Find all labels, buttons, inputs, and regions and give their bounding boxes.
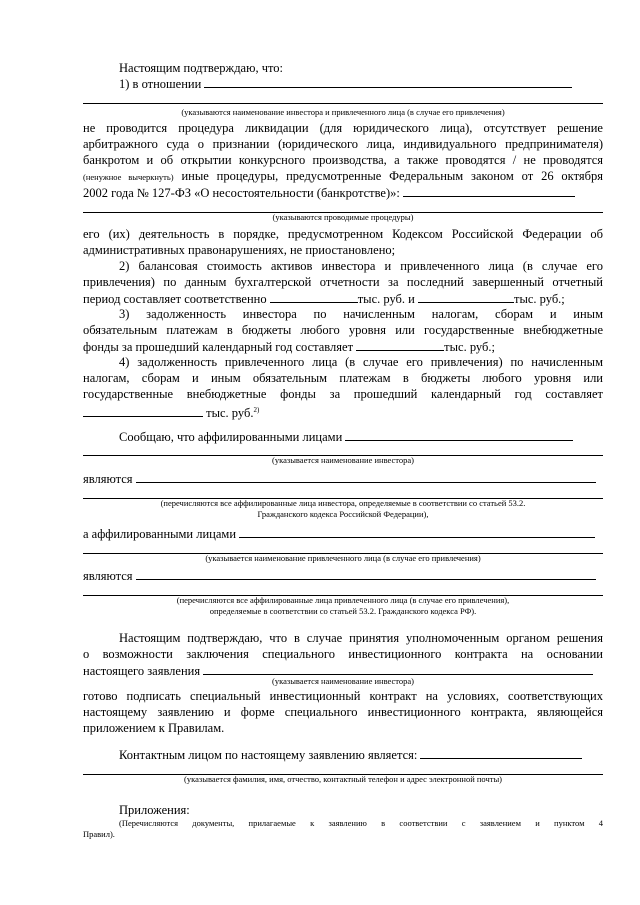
para-text: иные процедуры, предусмотренные Федеральным законом от 26 октября (173, 169, 603, 183)
para-line: привлечения) по данным бухгалтерской отчетности за последний завершенный отчетный (83, 275, 603, 289)
para-line (83, 290, 603, 307)
para-line: государственные внебюджетные фонды за прошедший календарный год составляет (83, 387, 603, 401)
item-1-line (83, 75, 603, 92)
para-text: Сообщаю, что аффилированными лицами (119, 430, 343, 444)
strike-note: (ненужное вычеркнуть) (83, 172, 174, 182)
affiliates-investor-field[interactable] (345, 428, 573, 441)
para-line: приложением к Правилам. (83, 721, 225, 735)
procedures-field[interactable] (403, 184, 575, 197)
para-line: 2) балансовая стоимость активов инвестора и привлеченного лица (в случае его (119, 259, 603, 273)
para-line (83, 402, 603, 421)
caption-attracted-affiliates: (перечисляются все аффилированные лица привлеченного лица (в случае его привлечения), (176, 595, 510, 605)
para-text: тыс. руб. (206, 406, 254, 421)
para-line: банкротом и об открытии конкурсного производства, а также проводятся / не проводятся (83, 153, 603, 167)
para-text: а аффилированными лицами (83, 527, 237, 541)
attracted-affiliates-line (83, 525, 603, 542)
are-line (83, 470, 603, 487)
para-text: тыс. руб. и (357, 292, 415, 306)
para-text: являются (83, 569, 133, 583)
para-line (83, 338, 603, 355)
investor-debt-field[interactable] (356, 338, 444, 351)
para-line: административных правонарушениях, не приостановлено; (83, 243, 396, 257)
para-line: обязательным платежам в бюджеты любого уровня или государственные внебюджетные (83, 323, 603, 337)
caption-investor-name: (указывается наименование инвестора) (271, 455, 414, 465)
para-text: 2002 года № 127-ФЗ «О несостоятельности (банкротстве)»: (83, 186, 400, 200)
para-text: фонды за прошедший календарный год составляет (83, 340, 354, 354)
para-text: тыс. руб.; (444, 340, 495, 354)
para-text: период составляет соответственно (83, 292, 267, 306)
caption-contact: (указывается фамилия, имя, отчество, контактный телефон и адрес электронной почты) (184, 774, 502, 784)
caption-investor-ready: (указывается наименование инвестора) (271, 676, 414, 686)
para-line: Настоящим подтверждаю, что в случае принятия уполномоченным органом решения (119, 631, 603, 645)
are-line-2 (83, 567, 603, 584)
investor-name-field-line2[interactable] (83, 91, 603, 104)
caption-attracted-name: (указывается наименование привлеченного лица (в случае его привлечения) (205, 553, 481, 563)
attachments-note-2: Правил). (83, 829, 115, 839)
para-text: являются (83, 472, 133, 486)
attracted-affiliates-list-field[interactable] (136, 567, 596, 580)
attachments-title: Приложения: (119, 803, 190, 817)
para-line: 3) задолженность инвестора по начисленным налогам, сборам и иным (119, 307, 603, 321)
intro-text: Настоящим подтверждаю, что: (119, 61, 284, 75)
para-line: настоящему заявлению и форме специального инвестиционного контракта, являющейся (83, 705, 603, 719)
attracted-debt-field[interactable] (83, 404, 203, 417)
item-1-label: 1) в отношении (119, 77, 202, 91)
investor-name-field[interactable] (204, 75, 572, 88)
investor-affiliates-list-field[interactable] (136, 470, 596, 483)
attracted-affiliates-field[interactable] (239, 525, 595, 538)
contact-line (83, 746, 603, 763)
caption-investor: (указываются наименование инвестора и привлеченного лица (в случае его привлечения) (181, 107, 505, 117)
para-line: 4) задолженность привлеченного лица (в случае его привлечения) по начисленным (119, 355, 603, 369)
para-line: его (их) деятельность в порядке, предусмотренном Кодексом Российской Федерации об (83, 227, 603, 241)
contact-person-field[interactable] (420, 746, 582, 759)
para-text: настоящего заявления (83, 664, 201, 678)
investor-assets-field[interactable] (270, 290, 358, 303)
para-line: налогам, сборам и иным обязательным платежам в бюджеты любого уровня или (83, 371, 603, 385)
para-text: тыс. руб.; (513, 292, 565, 306)
para-line: о возможности заключения специального инвестиционного контракта на основании (83, 647, 603, 661)
attachments-note: (Перечисляются документы, прилагаемые к заявлению в соответствии с заявлением и пунктом 4 (119, 818, 603, 828)
footnote-mark: 2) (253, 406, 260, 414)
para-line (83, 168, 603, 185)
para-line: не проводится процедура ликвидации (для юридического лица), отсутствует решение (83, 121, 603, 135)
para-line: арбитражного суда о признании (юридического лица, индивидуального предпринимателя) (83, 137, 603, 151)
caption-investor-affiliates: (перечисляются все аффилированные лица инвестора, определяемые в соответствии со статьей 53.2. (160, 498, 526, 508)
para-text: Контактным лицом по настоящему заявлению является: (119, 748, 418, 762)
attracted-assets-field[interactable] (418, 290, 514, 303)
para-line (83, 184, 603, 201)
caption-procedures: (указываются проводимые процедуры) (272, 212, 414, 222)
caption-attracted-affiliates-2: определяемые в соответствии со статьей 53.2. Гражданского кодекса РФ). (209, 606, 477, 616)
para-line: готово подписать специальный инвестиционный контракт на условиях, соответствующих (83, 689, 603, 703)
caption-investor-affiliates-2: Гражданского кодекса Российской Федерации), (257, 509, 429, 519)
investor-ready-field[interactable] (203, 662, 593, 675)
